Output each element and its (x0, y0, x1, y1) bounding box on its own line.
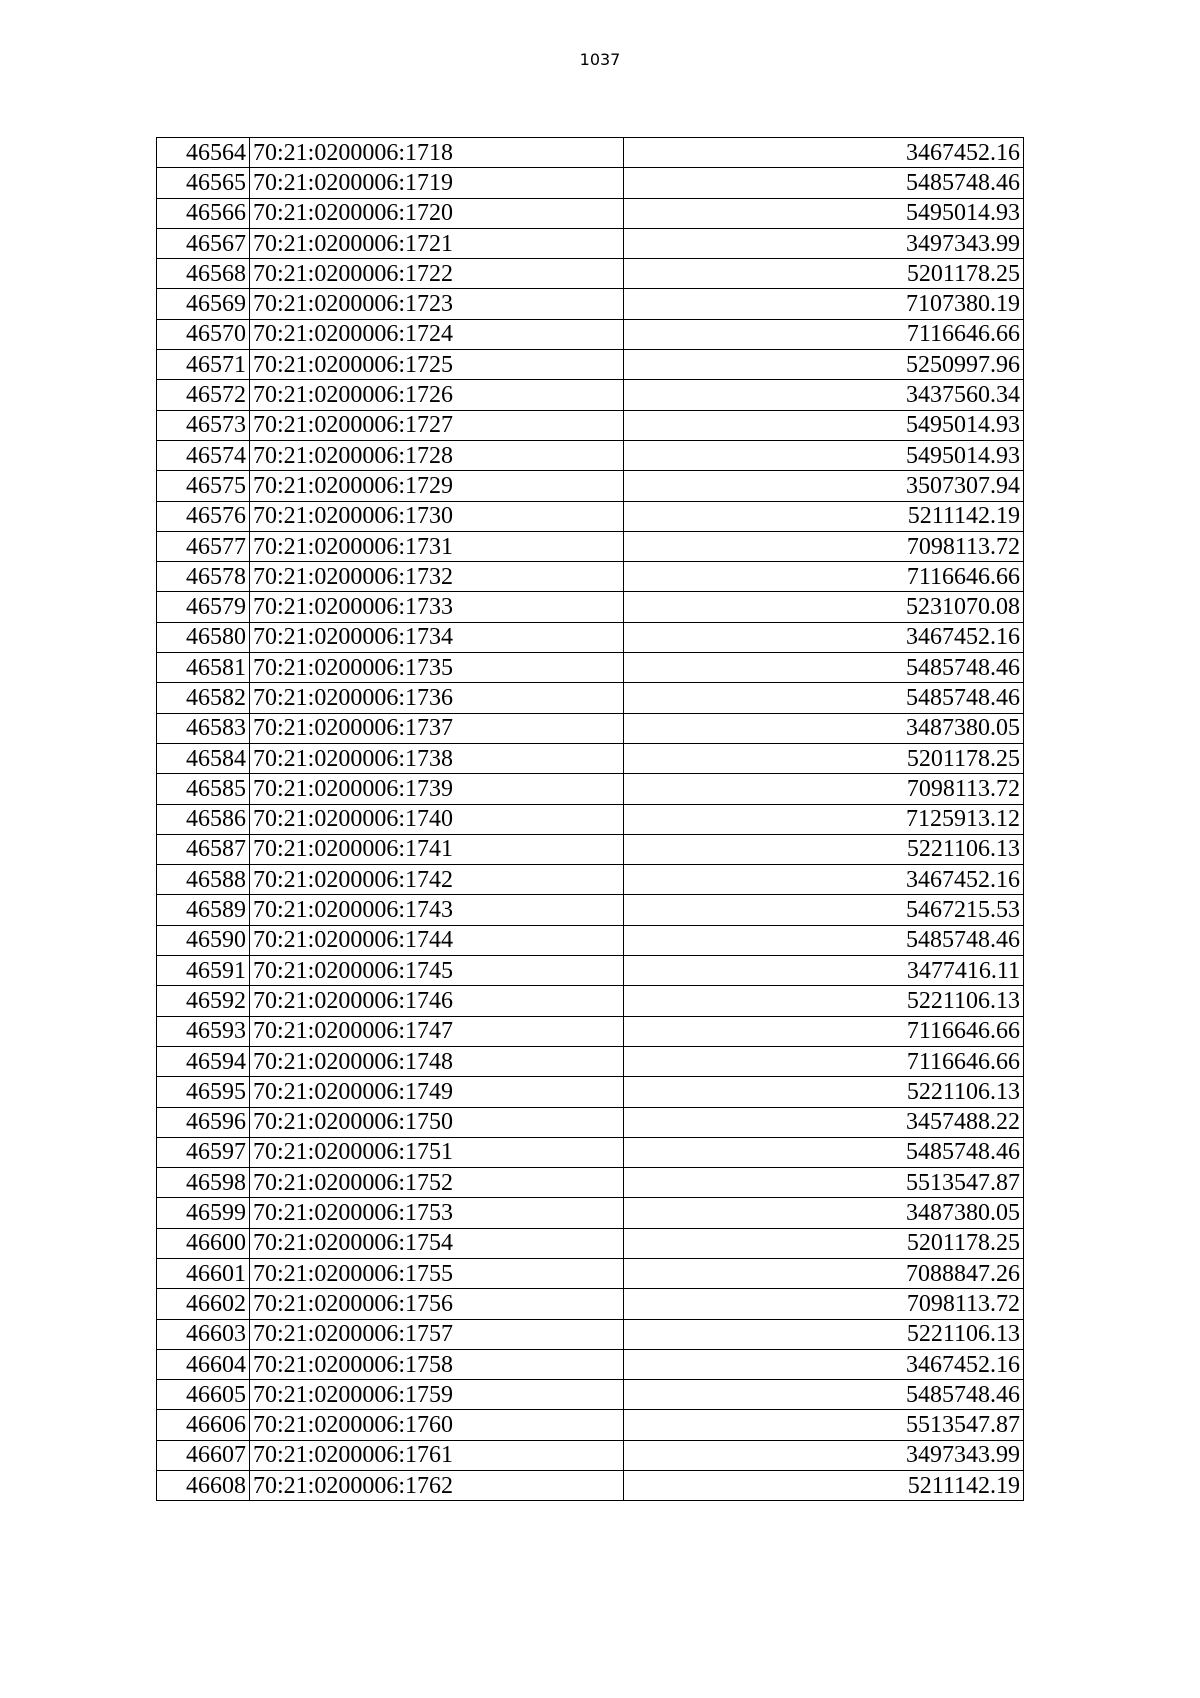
table-row (157, 713, 1024, 743)
row-number-cell: 46564 (157, 138, 250, 168)
cadastral-number-cell: 70:21:0200006:1725 (250, 350, 624, 380)
row-number-cell: 46595 (157, 1077, 250, 1107)
row-number-cell: 46580 (157, 622, 250, 652)
table-row (157, 956, 1024, 986)
value-cell: 7107380.19 (624, 289, 1024, 319)
cadastral-number-cell: 70:21:0200006:1732 (250, 562, 624, 592)
row-number-cell: 46590 (157, 925, 250, 955)
row-number-cell: 46583 (157, 713, 250, 743)
table-row (157, 1319, 1024, 1349)
table-row (157, 1016, 1024, 1046)
table-row (157, 834, 1024, 864)
table-row (157, 380, 1024, 410)
table-row (157, 1198, 1024, 1228)
value-cell: 3497343.99 (624, 228, 1024, 258)
cadastral-number-cell: 70:21:0200006:1759 (250, 1380, 624, 1410)
row-number-cell: 46598 (157, 1168, 250, 1198)
row-number-cell: 46603 (157, 1319, 250, 1349)
row-number-cell: 46599 (157, 1198, 250, 1228)
value-cell: 7125913.12 (624, 804, 1024, 834)
cadastral-number-cell: 70:21:0200006:1720 (250, 198, 624, 228)
value-cell: 5467215.53 (624, 895, 1024, 925)
cadastral-number-cell: 70:21:0200006:1718 (250, 138, 624, 168)
value-cell: 7098113.72 (624, 1289, 1024, 1319)
cadastral-number-cell: 70:21:0200006:1748 (250, 1046, 624, 1076)
cadastral-number-cell: 70:21:0200006:1729 (250, 471, 624, 501)
value-cell: 5221106.13 (624, 1077, 1024, 1107)
value-cell: 3467452.16 (624, 1349, 1024, 1379)
table-row (157, 1258, 1024, 1288)
row-number-cell: 46601 (157, 1258, 250, 1288)
row-number-cell: 46567 (157, 228, 250, 258)
table-row (157, 1471, 1024, 1501)
value-cell: 7098113.72 (624, 531, 1024, 561)
table-row (157, 1289, 1024, 1319)
table-row (157, 440, 1024, 470)
row-number-cell: 46568 (157, 259, 250, 289)
value-cell: 5485748.46 (624, 653, 1024, 683)
cadastral-number-cell: 70:21:0200006:1742 (250, 865, 624, 895)
row-number-cell: 46588 (157, 865, 250, 895)
cadastral-number-cell: 70:21:0200006:1719 (250, 168, 624, 198)
value-cell: 3487380.05 (624, 1198, 1024, 1228)
value-cell: 3457488.22 (624, 1107, 1024, 1137)
table-row (157, 471, 1024, 501)
table-row (157, 865, 1024, 895)
cadastral-number-cell: 70:21:0200006:1737 (250, 713, 624, 743)
table-row (157, 986, 1024, 1016)
cadastral-number-cell: 70:21:0200006:1751 (250, 1137, 624, 1167)
row-number-cell: 46604 (157, 1349, 250, 1379)
row-number-cell: 46581 (157, 653, 250, 683)
table-body (157, 138, 1024, 1501)
cadastral-number-cell: 70:21:0200006:1743 (250, 895, 624, 925)
table-row (157, 319, 1024, 349)
value-cell: 5231070.08 (624, 592, 1024, 622)
value-cell: 3467452.16 (624, 622, 1024, 652)
cadastral-number-cell: 70:21:0200006:1749 (250, 1077, 624, 1107)
cadastral-value-table (156, 137, 1024, 1501)
cadastral-number-cell: 70:21:0200006:1750 (250, 1107, 624, 1137)
cadastral-number-cell: 70:21:0200006:1761 (250, 1440, 624, 1470)
value-cell: 5221106.13 (624, 1319, 1024, 1349)
row-number-cell: 46586 (157, 804, 250, 834)
row-number-cell: 46589 (157, 895, 250, 925)
row-number-cell: 46576 (157, 501, 250, 531)
value-cell: 3467452.16 (624, 138, 1024, 168)
row-number-cell: 46578 (157, 562, 250, 592)
value-cell: 5201178.25 (624, 1228, 1024, 1258)
table-row (157, 198, 1024, 228)
cadastral-number-cell: 70:21:0200006:1738 (250, 743, 624, 773)
value-cell: 5485748.46 (624, 925, 1024, 955)
cadastral-number-cell: 70:21:0200006:1760 (250, 1410, 624, 1440)
table-row (157, 774, 1024, 804)
row-number-cell: 46594 (157, 1046, 250, 1076)
cadastral-number-cell: 70:21:0200006:1747 (250, 1016, 624, 1046)
value-cell: 5221106.13 (624, 986, 1024, 1016)
table-row (157, 1077, 1024, 1107)
table-row (157, 1380, 1024, 1410)
row-number-cell: 46596 (157, 1107, 250, 1137)
value-cell: 7116646.66 (624, 1016, 1024, 1046)
value-cell: 5513547.87 (624, 1410, 1024, 1440)
row-number-cell: 46605 (157, 1380, 250, 1410)
row-number-cell: 46600 (157, 1228, 250, 1258)
value-cell: 5201178.25 (624, 259, 1024, 289)
cadastral-number-cell: 70:21:0200006:1762 (250, 1471, 624, 1501)
row-number-cell: 46577 (157, 531, 250, 561)
cadastral-number-cell: 70:21:0200006:1740 (250, 804, 624, 834)
cadastral-number-cell: 70:21:0200006:1735 (250, 653, 624, 683)
value-cell: 5513547.87 (624, 1168, 1024, 1198)
row-number-cell: 46584 (157, 743, 250, 773)
cadastral-number-cell: 70:21:0200006:1724 (250, 319, 624, 349)
table-row (157, 1137, 1024, 1167)
table-row (157, 259, 1024, 289)
row-number-cell: 46572 (157, 380, 250, 410)
cadastral-number-cell: 70:21:0200006:1755 (250, 1258, 624, 1288)
row-number-cell: 46570 (157, 319, 250, 349)
cadastral-number-cell: 70:21:0200006:1721 (250, 228, 624, 258)
page-number: 1037 (579, 50, 621, 69)
row-number-cell: 46606 (157, 1410, 250, 1440)
cadastral-number-cell: 70:21:0200006:1746 (250, 986, 624, 1016)
row-number-cell: 46591 (157, 956, 250, 986)
cadastral-number-cell: 70:21:0200006:1739 (250, 774, 624, 804)
cadastral-number-cell: 70:21:0200006:1734 (250, 622, 624, 652)
cadastral-number-cell: 70:21:0200006:1727 (250, 410, 624, 440)
table-row (157, 138, 1024, 168)
table-row (157, 592, 1024, 622)
row-number-cell: 46574 (157, 440, 250, 470)
value-cell: 3467452.16 (624, 865, 1024, 895)
table-row (157, 1410, 1024, 1440)
table-row (157, 168, 1024, 198)
value-cell: 5485748.46 (624, 683, 1024, 713)
value-cell: 5221106.13 (624, 834, 1024, 864)
row-number-cell: 46608 (157, 1471, 250, 1501)
value-cell: 5211142.19 (624, 501, 1024, 531)
value-cell: 3497343.99 (624, 1440, 1024, 1470)
cadastral-number-cell: 70:21:0200006:1745 (250, 956, 624, 986)
table-row (157, 743, 1024, 773)
row-number-cell: 46579 (157, 592, 250, 622)
value-cell: 5495014.93 (624, 410, 1024, 440)
row-number-cell: 46592 (157, 986, 250, 1016)
value-cell: 5485748.46 (624, 1380, 1024, 1410)
value-cell: 7098113.72 (624, 774, 1024, 804)
cadastral-number-cell: 70:21:0200006:1733 (250, 592, 624, 622)
row-number-cell: 46602 (157, 1289, 250, 1319)
table-row (157, 1168, 1024, 1198)
row-number-cell: 46565 (157, 168, 250, 198)
cadastral-number-cell: 70:21:0200006:1728 (250, 440, 624, 470)
table-row (157, 1046, 1024, 1076)
row-number-cell: 46587 (157, 834, 250, 864)
row-number-cell: 46597 (157, 1137, 250, 1167)
value-cell: 5211142.19 (624, 1471, 1024, 1501)
table-row (157, 501, 1024, 531)
value-cell: 5201178.25 (624, 743, 1024, 773)
cadastral-number-cell: 70:21:0200006:1731 (250, 531, 624, 561)
value-cell: 3487380.05 (624, 713, 1024, 743)
value-cell: 7116646.66 (624, 319, 1024, 349)
value-cell: 3507307.94 (624, 471, 1024, 501)
row-number-cell: 46607 (157, 1440, 250, 1470)
table-row (157, 1228, 1024, 1258)
row-number-cell: 46593 (157, 1016, 250, 1046)
value-cell: 5250997.96 (624, 350, 1024, 380)
row-number-cell: 46566 (157, 198, 250, 228)
row-number-cell: 46582 (157, 683, 250, 713)
value-cell: 7116646.66 (624, 562, 1024, 592)
value-cell: 3437560.34 (624, 380, 1024, 410)
row-number-cell: 46569 (157, 289, 250, 319)
value-cell: 5485748.46 (624, 168, 1024, 198)
row-number-cell: 46585 (157, 774, 250, 804)
cadastral-number-cell: 70:21:0200006:1756 (250, 1289, 624, 1319)
table-row (157, 653, 1024, 683)
table-row (157, 925, 1024, 955)
table-row (157, 228, 1024, 258)
table-row (157, 289, 1024, 319)
table-row (157, 1349, 1024, 1379)
cadastral-number-cell: 70:21:0200006:1757 (250, 1319, 624, 1349)
cadastral-number-cell: 70:21:0200006:1730 (250, 501, 624, 531)
table-row (157, 683, 1024, 713)
table-row (157, 622, 1024, 652)
value-cell: 5485748.46 (624, 1137, 1024, 1167)
table-row (157, 895, 1024, 925)
cadastral-number-cell: 70:21:0200006:1758 (250, 1349, 624, 1379)
cadastral-number-cell: 70:21:0200006:1753 (250, 1198, 624, 1228)
row-number-cell: 46575 (157, 471, 250, 501)
cadastral-number-cell: 70:21:0200006:1754 (250, 1228, 624, 1258)
table-row (157, 410, 1024, 440)
table-row (157, 1107, 1024, 1137)
cadastral-number-cell: 70:21:0200006:1752 (250, 1168, 624, 1198)
value-cell: 7116646.66 (624, 1046, 1024, 1076)
cadastral-number-cell: 70:21:0200006:1726 (250, 380, 624, 410)
table-row (157, 1440, 1024, 1470)
table-row (157, 804, 1024, 834)
row-number-cell: 46571 (157, 350, 250, 380)
value-cell: 5495014.93 (624, 198, 1024, 228)
table-row (157, 562, 1024, 592)
cadastral-number-cell: 70:21:0200006:1744 (250, 925, 624, 955)
cadastral-number-cell: 70:21:0200006:1722 (250, 259, 624, 289)
value-cell: 7088847.26 (624, 1258, 1024, 1288)
cadastral-number-cell: 70:21:0200006:1723 (250, 289, 624, 319)
value-cell: 3477416.11 (624, 956, 1024, 986)
table-row (157, 350, 1024, 380)
cadastral-number-cell: 70:21:0200006:1741 (250, 834, 624, 864)
value-cell: 5495014.93 (624, 440, 1024, 470)
cadastral-number-cell: 70:21:0200006:1736 (250, 683, 624, 713)
row-number-cell: 46573 (157, 410, 250, 440)
table-row (157, 531, 1024, 561)
